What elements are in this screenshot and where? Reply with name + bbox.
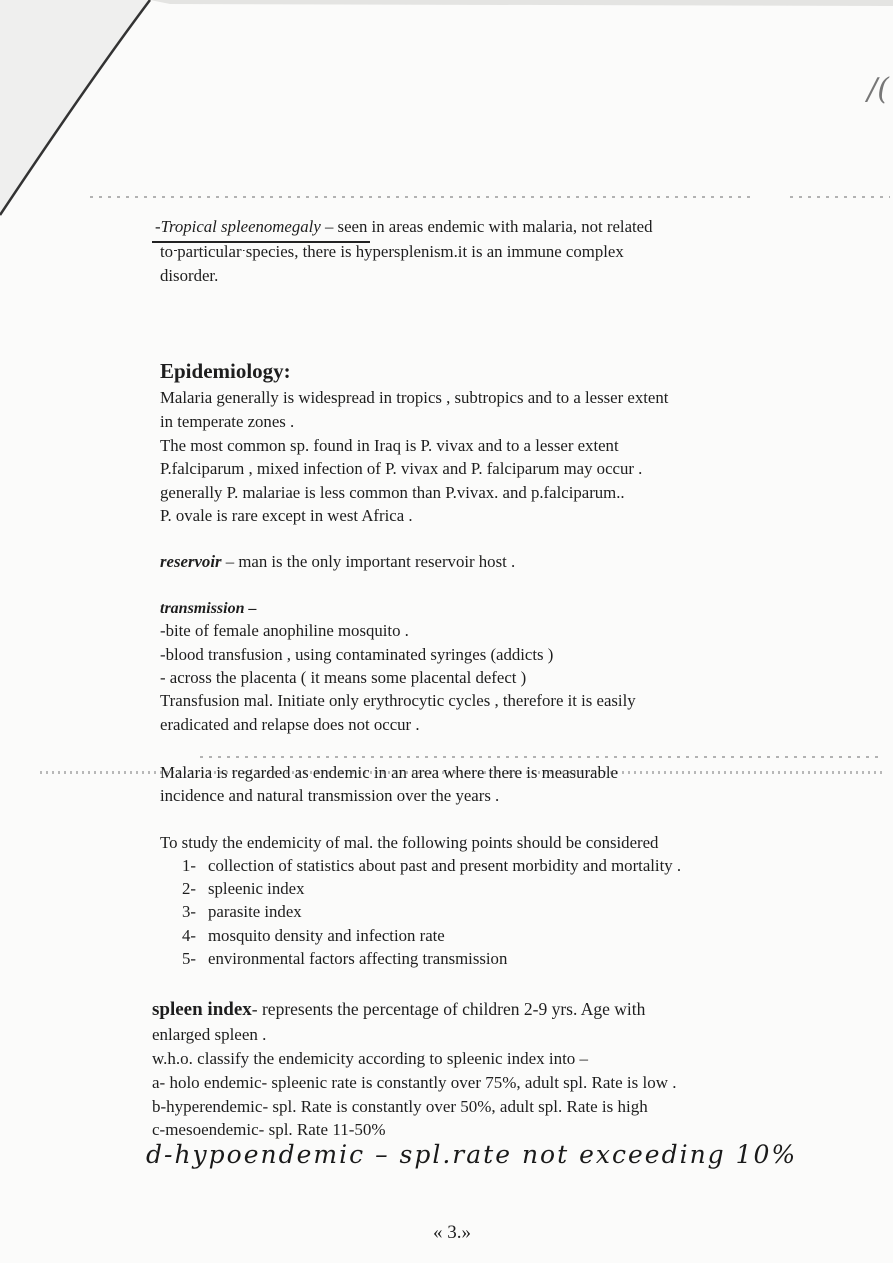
study-item: 3- parasite index	[182, 902, 302, 921]
spleen-line: c-mesoendemic- spl. Rate 11-50%	[152, 1120, 386, 1139]
page-number: « 3.»	[433, 1222, 471, 1243]
epi-line: Malaria generally is widespread in tropics , subtropics and to a lesser extent	[160, 388, 669, 407]
scan-noise	[790, 196, 890, 198]
epi-line: P. ovale is rare except in west Africa .	[160, 506, 413, 525]
spleen-index-term: spleen index	[152, 999, 252, 1020]
transmission-line: eradicated and relapse does not occur .	[160, 715, 420, 734]
tropical-line-2-rest: , there is hypersplenism.it is an immune complex	[294, 242, 624, 261]
spleen-index-line	[152, 998, 645, 1022]
struck-text: to particular species	[160, 242, 295, 261]
epi-line: in temperate zones .	[160, 412, 295, 431]
endemic-line: Malaria is regarded as endemic in an area where there is measurable	[160, 763, 618, 782]
scan-noise	[90, 196, 750, 198]
tropical-rest: – seen in areas endemic with malaria, not related	[320, 217, 653, 236]
tropical-line-1	[155, 217, 653, 237]
study-item: 5- environmental factors affecting transmission	[182, 949, 508, 968]
spleen-line: b-hyperendemic- spl. Rate is constantly over 50%, adult spl. Rate is high	[152, 1097, 648, 1116]
spleen-index-rest: - represents the percentage of children 2-9 yrs. Age with	[251, 999, 646, 1019]
transmission-line: - across the placenta ( it means some placental defect )	[160, 668, 527, 687]
tropical-line-3: disorder.	[160, 266, 219, 285]
spleen-line: a- holo endemic- spleenic rate is constantly over 75%, adult spl. Rate is low .	[152, 1073, 677, 1092]
endemic-line: incidence and natural transmission over the years .	[160, 786, 500, 805]
transmission-line: Transfusion mal. Initiate only erythrocytic cycles , therefore it is easily	[160, 691, 636, 710]
study-item: 1- collection of statistics about past and present morbidity and mortality .	[182, 856, 682, 875]
spleen-line: enlarged spleen .	[152, 1025, 267, 1044]
transmission-line: -bite of female anophiline mosquito .	[160, 621, 409, 640]
epi-line: P.falciparum , mixed infection of P. vivax and P. falciparum may occur .	[160, 459, 643, 478]
study-intro: To study the endemicity of mal. the following points should be considered	[160, 833, 659, 852]
tropical-line-2	[160, 240, 624, 264]
epi-line: generally P. malariae is less common than P.vivax. and p.falciparum..	[160, 483, 625, 502]
corner-handwritten-mark: /(	[867, 72, 889, 107]
reservoir-term: reservoir	[160, 552, 222, 571]
study-item: 2- spleenic index	[182, 879, 305, 898]
tropical-term: -Tropical spleenomegaly	[155, 217, 321, 236]
epi-line: The most common sp. found in Iraq is P. vivax and to a lesser extent	[160, 436, 619, 455]
spleen-line: w.h.o. classify the endemicity according to spleenic index into –	[152, 1049, 589, 1068]
scan-noise	[200, 756, 880, 758]
transmission-heading: transmission –	[160, 600, 257, 617]
study-item: 4- mosquito density and infection rate	[182, 926, 445, 945]
transmission-line: -blood transfusion , using contaminated syringes (addicts )	[160, 645, 554, 664]
reservoir-line	[160, 550, 515, 574]
handwritten-note: d-hypoendemic – spl.rate not exceeding 10%	[146, 1140, 798, 1169]
epidemiology-heading: Epidemiology:	[160, 359, 291, 383]
reservoir-rest: – man is the only important reservoir host .	[221, 552, 516, 571]
